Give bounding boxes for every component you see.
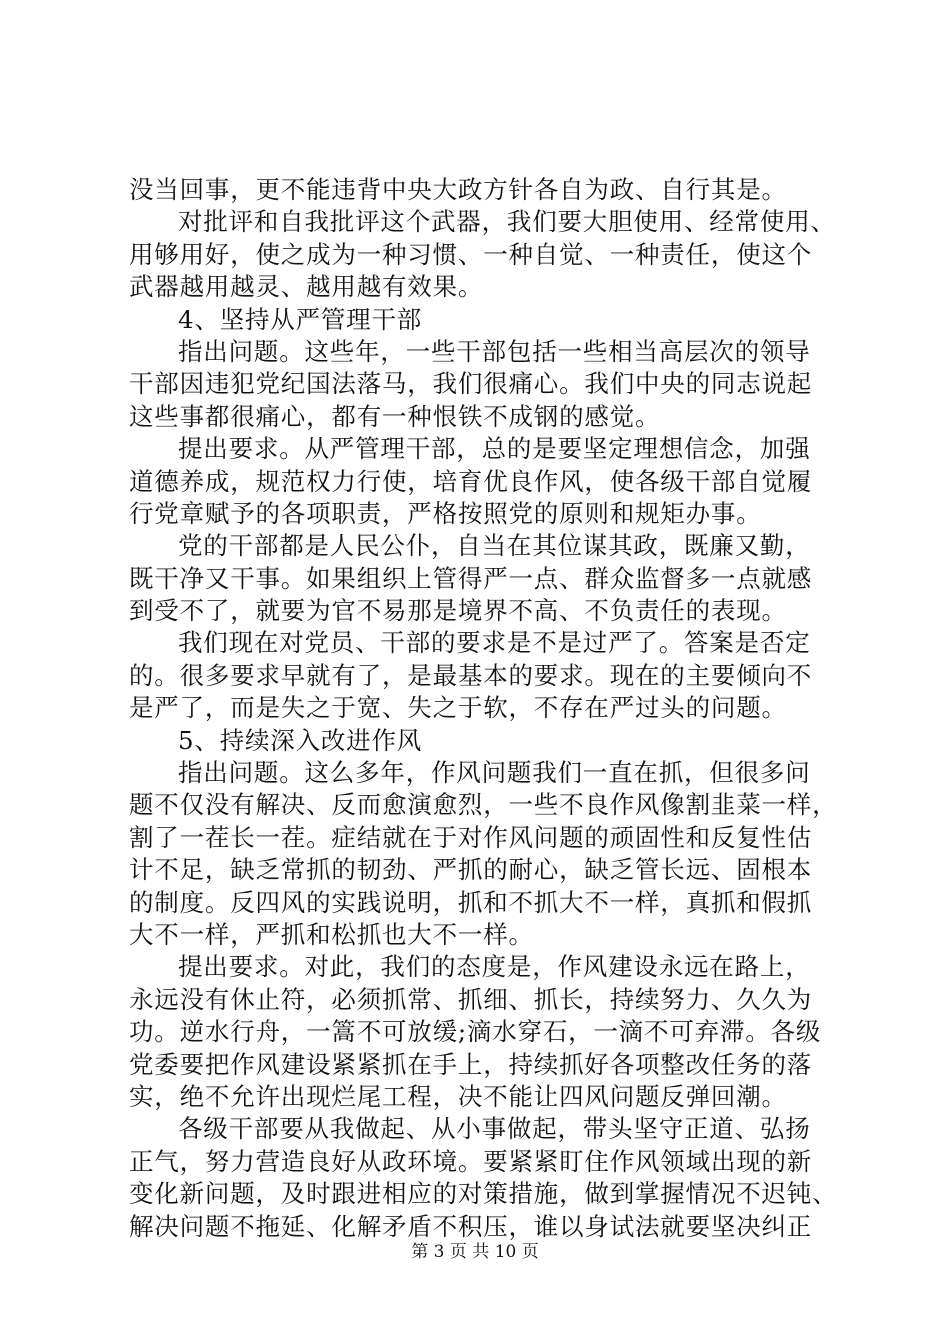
paragraph-start: 提出要求。对此，我们的态度是，作风建设永远在路上， bbox=[178, 952, 811, 982]
text-line: 既干净又干事。如果组织上管得严一点、群众监督多一点就感 bbox=[129, 563, 813, 593]
paragraph-start: 指出问题。这些年，一些干部包括一些相当高层次的领导 bbox=[178, 336, 811, 366]
paragraph-start: 指出问题。这么多年，作风问题我们一直在抓，但很多问 bbox=[178, 758, 811, 788]
text-line: 割了一茬长一茬。症结就在于对作风问题的顽固性和反复性估 bbox=[129, 822, 813, 852]
text-line: 党委要把作风建设紧紧抓在手上，持续抓好各项整改任务的落 bbox=[129, 1049, 813, 1079]
text-line: 武器越用越灵、越用越有效果。 bbox=[129, 272, 484, 302]
page-number-footer: 第 3 页 共 10 页 bbox=[411, 1242, 539, 1262]
text-line: 实，绝不允许出现烂尾工程，决不能让四风问题反弹回潮。 bbox=[129, 1081, 787, 1111]
text-line: 道德养成，规范权力行使，培育优良作风，使各级干部自觉履 bbox=[129, 466, 813, 496]
text-line: 行党章赋予的各项职责，严格按照党的原则和规矩办事。 bbox=[129, 498, 762, 528]
paragraph-start: 党的干部都是人民公仆，自当在其位谋其政，既廉又勤， bbox=[178, 531, 811, 561]
text-line: 解决问题不拖延、化解矛盾不积压，谁以身试法就要坚决纠正 bbox=[129, 1211, 813, 1241]
text-line: 用够用好，使之成为一种习惯、一种自觉、一种责任，使这个 bbox=[129, 239, 813, 269]
text-line: 正气，努力营造良好从政环境。要紧紧盯住作风领域出现的新 bbox=[129, 1146, 813, 1176]
document-body bbox=[129, 174, 838, 1243]
text-line: 的。很多要求早就有了，是最基本的要求。现在的主要倾向不 bbox=[129, 660, 813, 690]
paragraph-start: 提出要求。从严管理干部，总的是要坚定理想信念，加强 bbox=[178, 434, 811, 464]
text-line: 是严了，而是失之于宽、失之于软，不存在严过头的问题。 bbox=[129, 693, 787, 723]
text-line: 大不一样，严抓和松抓也大不一样。 bbox=[129, 919, 534, 949]
section-heading: 5、持续深入改进作风 bbox=[178, 725, 423, 755]
text-line: 功。逆水行舟，一篙不可放缓;滴水穿石，一滴不可弃滞。各级 bbox=[129, 1017, 822, 1047]
paragraph-start: 各级干部要从我做起、从小事做起，带头坚守正道、弘扬 bbox=[178, 1114, 811, 1144]
text-line: 变化新问题，及时跟进相应的对策措施，做到掌握情况不迟钝、 bbox=[129, 1179, 838, 1209]
text-line: 干部因违犯党纪国法落马，我们很痛心。我们中央的同志说起 bbox=[129, 369, 813, 399]
text-line: 题不仅没有解决、反而愈演愈烈，一些不良作风像割韭菜一样， bbox=[129, 790, 838, 820]
text-line: 没当回事，更不能违背中央大政方针各自为政、自行其是。 bbox=[129, 175, 787, 204]
text-line: 这些事都很痛心，都有一种恨铁不成钢的感觉。 bbox=[129, 401, 661, 431]
paragraph-start: 对批评和自我批评这个武器，我们要大胆使用、经常使用、 bbox=[178, 207, 836, 237]
text-line: 到受不了，就要为官不易那是境界不高、不负责任的表现。 bbox=[129, 596, 787, 626]
section-heading: 4、坚持从严管理干部 bbox=[178, 304, 423, 334]
paragraph-start: 我们现在对党员、干部的要求是不是过严了。答案是否定 bbox=[178, 628, 811, 658]
text-line: 的制度。反四风的实践说明，抓和不抓大不一样，真抓和假抓 bbox=[129, 887, 813, 917]
text-line: 永远没有休止符，必须抓常、抓细、抓长，持续努力、久久为 bbox=[129, 984, 813, 1014]
text-line: 计不足，缺乏常抓的韧劲、严抓的耐心，缺乏管长远、固根本 bbox=[129, 855, 813, 885]
